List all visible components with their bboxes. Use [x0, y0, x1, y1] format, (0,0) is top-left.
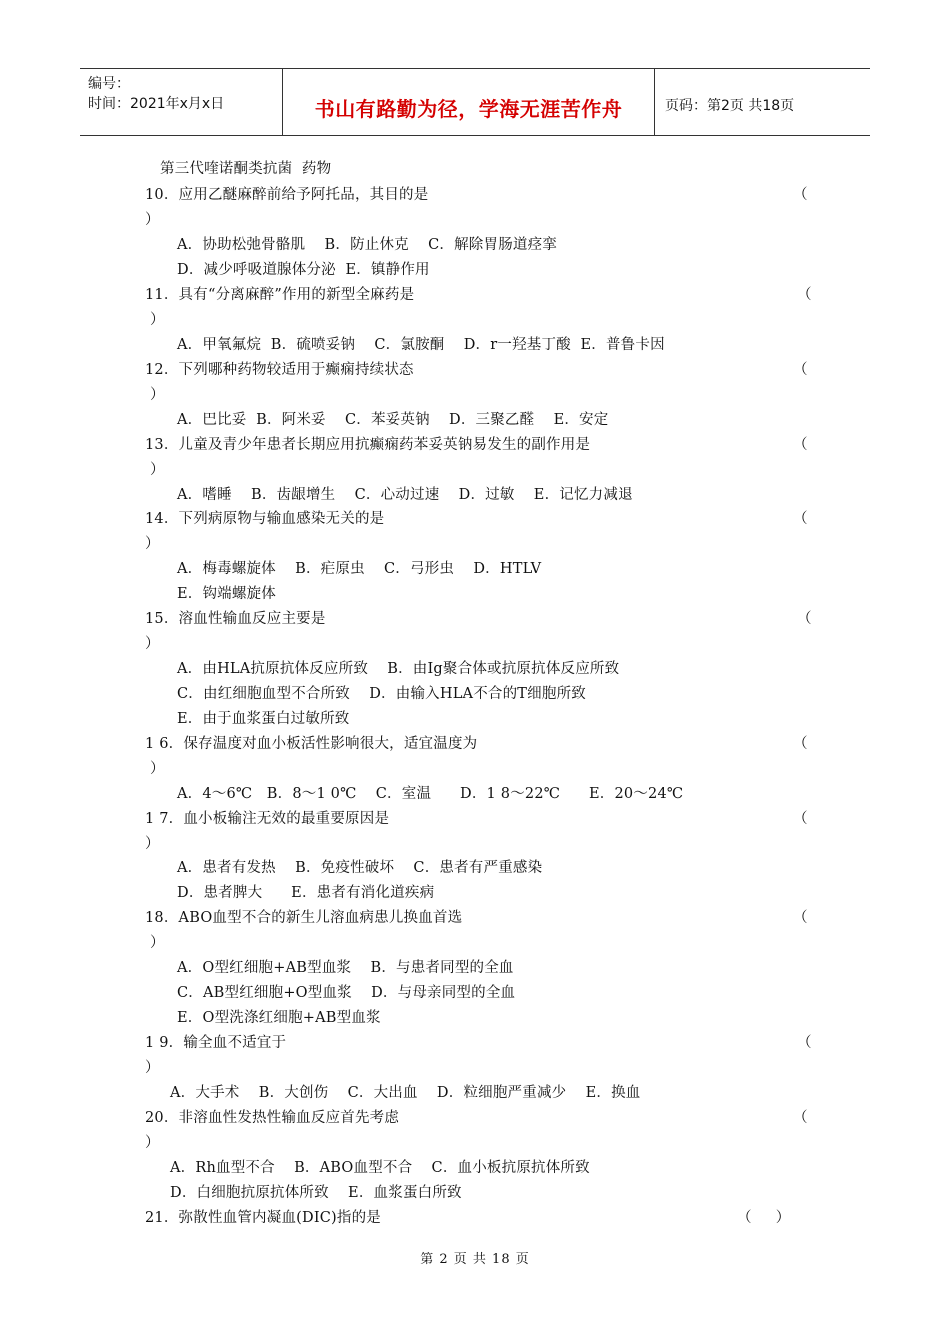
question-12: 12．下列哪种药物较适用于癫痫持续状态 [145, 362, 414, 378]
question-10: 10．应用乙醚麻醉前给予阿托品，其目的是 [145, 187, 429, 203]
answer-paren-open: （ [793, 1110, 808, 1126]
question-13: 13．儿童及青少年患者长期应用抗癫痫药苯妥英钠易发生的副作用是 [145, 437, 591, 453]
answer-paren-pair: （ ） [737, 1210, 791, 1226]
question-18-options: C．AB型红细胞+O型血浆 D．与母亲同型的全血 [177, 985, 516, 1001]
question-17: 1 7．血小板输注无效的最重要原因是 [145, 811, 390, 827]
question-11: 11．具有“分离麻醉”作用的新型全麻药是 [145, 287, 415, 303]
page-footer: 第 2 页 共 18 页 [420, 1252, 530, 1267]
answer-paren-open: （ [797, 287, 812, 303]
question-15-options: A．由HLA抗原抗体反应所致 B．由Ig聚合体或抗原抗体反应所致 [177, 661, 620, 677]
header-page-cell [655, 69, 870, 135]
question-18-options: A．O型红细胞+AB型血浆 B．与患者同型的全血 [177, 960, 514, 976]
question-21: 21．弥散性血管内凝血(DIC)指的是 [145, 1210, 382, 1226]
answer-paren-open: （ [793, 736, 808, 752]
answer-paren-open: （ [793, 910, 808, 926]
question-10-options: D．减少呼吸道腺体分泌 E．镇静作用 [177, 262, 430, 278]
question-19-options: A．大手术 B．大创伤 C．大出血 D．粒细胞严重减少 E．换血 [170, 1085, 641, 1101]
question-16-options: A．4～6℃ B．8～1 0℃ C．室温 D．1 8～22℃ E．20～24℃ [177, 786, 684, 802]
question-20-options: D．白细胞抗原抗体所致 E．血浆蛋白所致 [170, 1185, 462, 1201]
header-info-cell [80, 69, 283, 135]
answer-paren-close: ） [150, 312, 165, 328]
header-motto-cell [283, 69, 655, 135]
question-12-options: A．巴比妥 B．阿米妥 C．苯妥英钠 D．三聚乙醛 E．安定 [177, 412, 609, 428]
question-17-options: D．患者脾大 E．患者有消化道疾病 [177, 885, 435, 901]
question-20: 20．非溶血性发热性输血反应首先考虑 [145, 1110, 400, 1126]
answer-paren-close: ） [145, 536, 160, 552]
answer-paren-open: （ [797, 611, 812, 627]
question-14: 14．下列病原物与输血感染无关的是 [145, 511, 385, 527]
answer-paren-open: （ [793, 511, 808, 527]
answer-paren-close: ） [150, 761, 165, 777]
answer-paren-close: ） [150, 387, 165, 403]
question-14-options: A．梅毒螺旋体 B．疟原虫 C．弓形虫 D．HTLV [177, 561, 542, 577]
answer-paren-close: ） [145, 1135, 160, 1151]
answer-paren-open: （ [793, 811, 808, 827]
page-header [80, 68, 870, 136]
answer-paren-close: ） [150, 935, 165, 951]
question-15: 15．溶血性输血反应主要是 [145, 611, 326, 627]
answer-paren-open: （ [797, 1035, 812, 1051]
page-info: 页码：第2页 共18页 [665, 98, 795, 114]
question-19: 1 9．输全血不适宜于 [145, 1035, 287, 1051]
question-10-options: A．协助松弛骨骼肌 B．防止休克 C．解除胃肠道痉挛 [177, 237, 557, 253]
number-label: 编号： [88, 76, 130, 92]
answer-paren-open: （ [793, 187, 808, 203]
answer-paren-close: ） [145, 636, 160, 652]
question-20-options: A．Rh血型不合 B．ABO血型不合 C．血小板抗原抗体所致 [170, 1160, 590, 1176]
question-15-options: C．由红细胞血型不合所致 D．由输入HLA不合的T细胞所致 [177, 686, 586, 702]
question-18: 18．ABO血型不合的新生儿溶血病患儿换血首选 [145, 910, 463, 926]
time-label: 时间：2021年x月x日 [88, 96, 225, 112]
answer-paren-close: ） [145, 836, 160, 852]
question-17-options: A．患者有发热 B．免疫性破坏 C．患者有严重感染 [177, 860, 543, 876]
answer-paren-close: ） [150, 462, 165, 478]
question-15-options: E．由于血浆蛋白过敏所致 [177, 711, 350, 727]
question-13-options: A．嗜睡 B．齿龈增生 C．心动过速 D．过敏 E．记忆力减退 [177, 487, 633, 503]
answer-paren-open: （ [793, 437, 808, 453]
header-motto: 书山有路勤为径，学海无涯苦作舟 [314, 97, 623, 121]
question-16: 1 6．保存温度对血小板活性影响很大，适宜温度为 [145, 736, 478, 752]
section-title: 第三代喹诺酮类抗菌 药物 [160, 161, 332, 177]
question-11-options: A．甲氧氟烷 B．硫喷妥钠 C．氯胺酮 D．r一羟基丁酸 E．普鲁卡因 [177, 337, 665, 353]
answer-paren-close: ） [145, 212, 160, 228]
answer-paren-close: ） [145, 1060, 160, 1076]
answer-paren-open: （ [793, 362, 808, 378]
question-18-options: E．O型洗涤红细胞+AB型血浆 [177, 1010, 381, 1026]
question-14-options: E．钩端螺旋体 [177, 586, 276, 602]
